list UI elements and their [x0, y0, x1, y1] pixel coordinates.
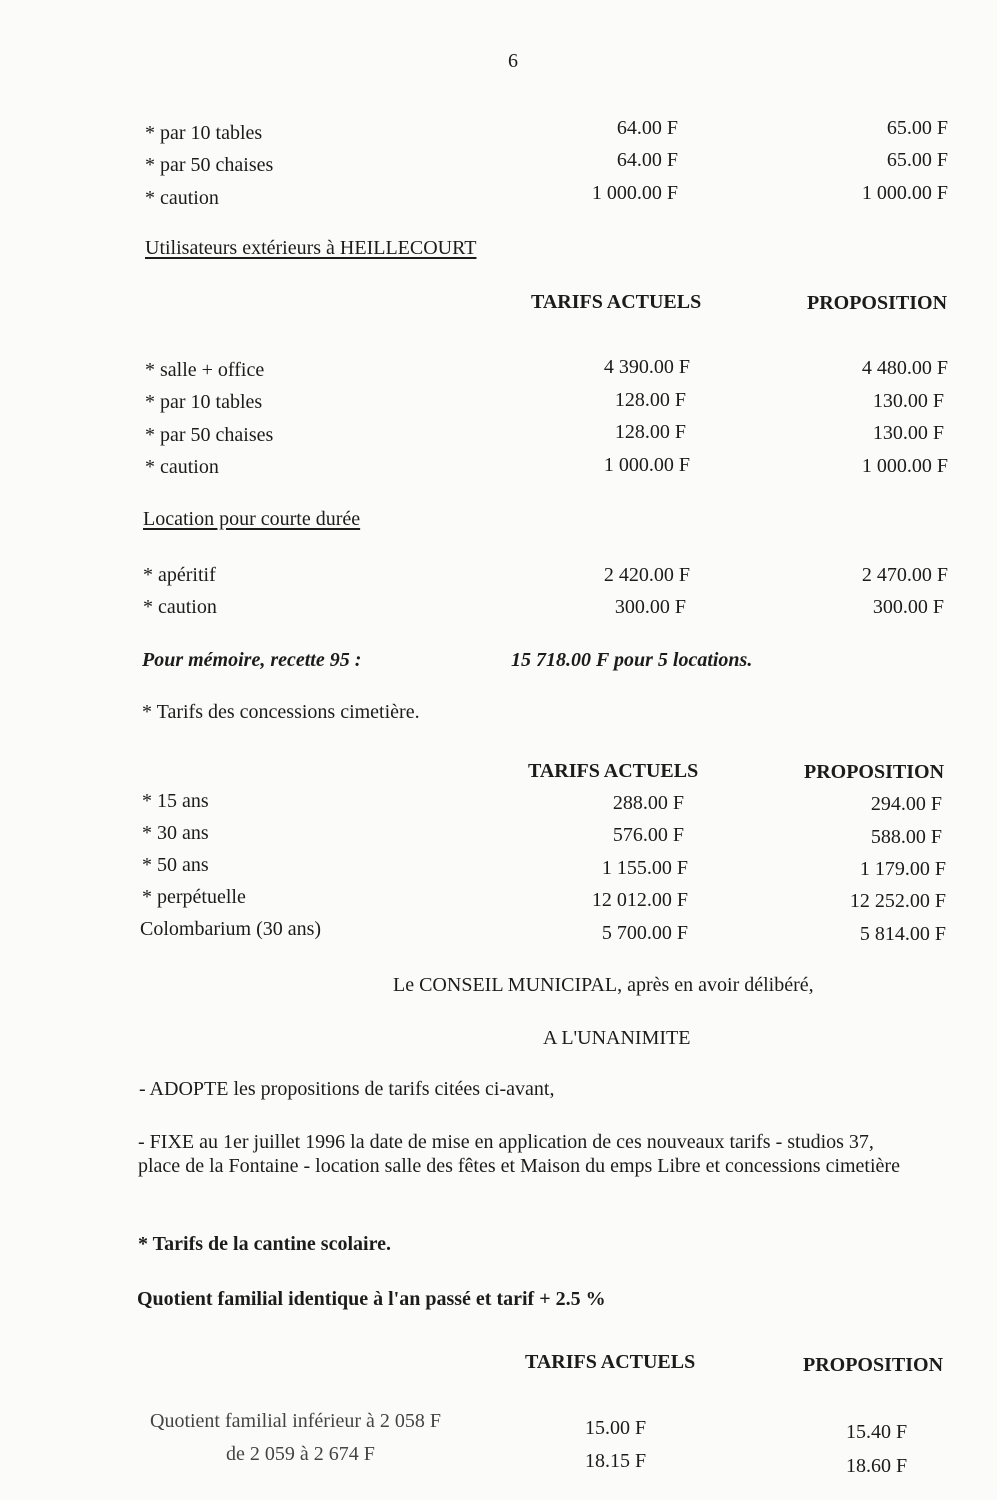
- row-proposition: 1 000.00 F: [861, 182, 948, 204]
- page-number: 6: [508, 50, 518, 72]
- column-header-proposition: PROPOSITION: [804, 761, 945, 783]
- column-header-actuel: TARIFS ACTUELS: [525, 1351, 696, 1373]
- row-proposition: 12 252.00 F: [849, 890, 946, 912]
- row-actuel: 64.00 F: [616, 149, 678, 171]
- row-actuel: 12 012.00 F: [591, 889, 688, 911]
- row-label: * 50 ans: [142, 854, 209, 876]
- row-label: de 2 059 à 2 674 F: [226, 1443, 375, 1465]
- row-label: * par 50 chaises: [145, 424, 274, 446]
- row-proposition: 588.00 F: [870, 826, 942, 848]
- row-label: * 30 ans: [142, 822, 209, 844]
- section-heading: Location pour courte durée: [143, 508, 361, 530]
- section-subheading: Quotient familial identique à l'an passé et tarif + 2.5 %: [137, 1288, 606, 1310]
- row-proposition: 65.00 F: [886, 149, 948, 171]
- decision-adopte: - ADOPTE les propositions de tarifs citées ci-avant,: [139, 1078, 555, 1100]
- row-proposition: 294.00 F: [870, 793, 942, 815]
- memo-value: 15 718.00 F pour 5 locations.: [511, 649, 753, 671]
- row-actuel: 300.00 F: [614, 596, 686, 618]
- deliberation-line: Le CONSEIL MUNICIPAL, après en avoir délibéré,: [393, 974, 814, 996]
- row-label: * par 10 tables: [145, 391, 263, 413]
- section-heading: Utilisateurs extérieurs à HEILLECOURT: [145, 237, 477, 259]
- row-label: * caution: [143, 596, 217, 618]
- row-proposition: 1 179.00 F: [859, 858, 946, 880]
- row-actuel: 2 420.00 F: [603, 564, 690, 586]
- row-actuel: 1 155.00 F: [601, 857, 688, 879]
- row-proposition: 15.40 F: [846, 1421, 908, 1443]
- section-heading: * Tarifs de la cantine scolaire.: [138, 1233, 391, 1255]
- row-label: * 15 ans: [142, 790, 209, 812]
- section-heading: * Tarifs des concessions cimetière.: [142, 701, 420, 723]
- column-header-proposition: PROPOSITION: [803, 1354, 944, 1376]
- row-proposition: 5 814.00 F: [859, 923, 946, 945]
- row-actuel: 5 700.00 F: [601, 922, 688, 944]
- row-label: * par 50 chaises: [145, 154, 274, 176]
- column-header-proposition: PROPOSITION: [807, 292, 948, 314]
- row-label: * salle + office: [145, 359, 265, 381]
- row-proposition: 18.60 F: [846, 1455, 908, 1477]
- row-actuel: 4 390.00 F: [603, 356, 690, 378]
- decision-fixe: - FIXE au 1er juillet 1996 la date de mise en application de ces nouveaux tarifs - studios 37, place de la Fontaine - location salle des fêtes et Maison du emps Libre et concessions cimetière: [138, 1131, 900, 1177]
- row-actuel: 1 000.00 F: [591, 182, 678, 204]
- row-label: * par 10 tables: [145, 122, 263, 144]
- deliberation-vote: A L'UNANIMITE: [543, 1027, 691, 1049]
- row-label: * perpétuelle: [142, 886, 246, 908]
- column-header-actuel: TARIFS ACTUELS: [528, 760, 699, 782]
- column-header-actuel: TARIFS ACTUELS: [531, 291, 702, 313]
- row-proposition: 130.00 F: [872, 422, 944, 444]
- row-proposition: 1 000.00 F: [861, 455, 948, 477]
- row-actuel: 576.00 F: [612, 824, 684, 846]
- row-actuel: 18.15 F: [585, 1450, 647, 1472]
- memo-label: Pour mémoire, recette 95 :: [142, 649, 362, 671]
- row-proposition: 300.00 F: [872, 596, 944, 618]
- row-label: * caution: [145, 187, 219, 209]
- row-label: Quotient familial inférieur à 2 058 F: [150, 1410, 442, 1432]
- row-actuel: 288.00 F: [612, 792, 684, 814]
- row-actuel: 64.00 F: [616, 117, 678, 139]
- row-label: Colombarium (30 ans): [140, 918, 322, 940]
- row-actuel: 15.00 F: [585, 1417, 647, 1439]
- row-proposition: 130.00 F: [872, 390, 944, 412]
- row-actuel: 128.00 F: [614, 389, 686, 411]
- row-actuel: 1 000.00 F: [603, 454, 690, 476]
- row-proposition: 65.00 F: [886, 117, 948, 139]
- row-proposition: 4 480.00 F: [861, 357, 948, 379]
- row-label: * apéritif: [143, 564, 216, 586]
- row-proposition: 2 470.00 F: [861, 564, 948, 586]
- row-label: * caution: [145, 456, 219, 478]
- row-actuel: 128.00 F: [614, 421, 686, 443]
